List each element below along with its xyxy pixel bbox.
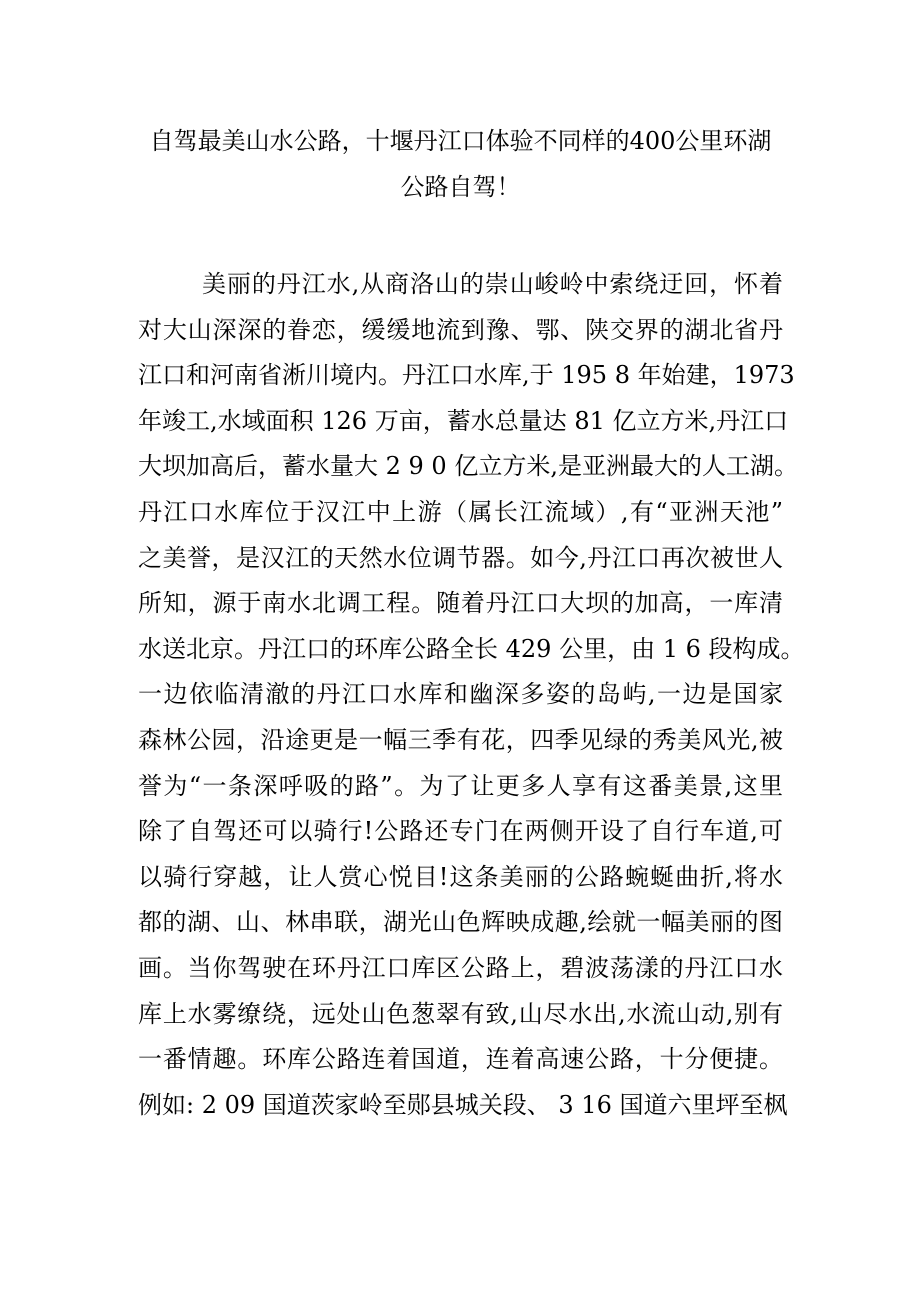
paragraph-line: 之美誉，是汉江的天然水位调节器。如今,丹江口再次被世人 [138,543,783,572]
paragraph-line: 以骑行穿越，让人赏心悦目!这条美丽的公路蜿蜒曲折,将水 [138,862,783,891]
paragraph-line: 所知，源于南水北调工程。随着丹江口大坝的加高，一库清 [138,589,783,618]
title-line: 公路自驾！ [400,173,521,201]
paragraph-line: 除了自驾还可以骑行!公路还专门在两侧开设了自行车道,可 [138,817,783,846]
paragraph-line: 美丽的丹江水,从商洛山的崇山峻岭中索绕迂回，怀着 [202,270,783,298]
paragraph-line: 库上水雾缭绕，远处山色葱翠有致,山尽水出,水流山动,别有 [138,999,783,1028]
paragraph-line: 一边依临清澈的丹江口水库和幽深多姿的岛屿,一边是国家 [138,680,783,709]
paragraph-line: 例如: 2 09 国道茨家岭至郧县城关段、 3 16 国道六里坪至枫 [138,1090,788,1119]
paragraph-line: 江口和河南省淅川境内。丹江口水库,于 195 8 年始建，1973 [138,361,795,390]
paragraph-line: 都的湖、山、林串联，湖光山色辉映成趣,绘就一幅美丽的图 [138,908,783,937]
paragraph-line: 水送北京。丹江口的环库公路全长 429 公里，由 1 6 段构成。 [138,634,805,663]
title-line: 自驾最美山水公路，十堰丹江口体验不同样的400公里环湖 [149,127,772,155]
paragraph-line: 森林公园，沿途更是一幅三季有花，四季见绿的秀美风光,被 [138,725,783,754]
paragraph-line: 一番情趣。环库公路连着国道，连着高速公路，十分便捷。 [138,1045,783,1074]
paragraph-line: 大坝加高后，蓄水量大 2 9 0 亿立方米,是亚洲最大的人工湖。 [138,452,798,481]
paragraph-line: 对大山深深的眷恋，缓缓地流到豫、鄂、陕交界的湖北省丹 [138,315,783,344]
paragraph-line: 丹江口水库位于汉江中上游（属长江流域）,有“亚洲天池” [138,497,783,526]
body-paragraph [138,262,805,1128]
paragraph-line: 年竣工,水域面积 126 万亩，蓄水总量达 81 亿立方米,丹江口 [138,406,789,435]
paragraph-line: 誉为“一条深呼吸的路”。为了让更多人享有这番美景,这里 [138,771,783,800]
paragraph-line: 画。当你驾驶在环丹江口库区公路上，碧波荡漾的丹江口水 [138,953,783,982]
document-title [138,118,783,210]
